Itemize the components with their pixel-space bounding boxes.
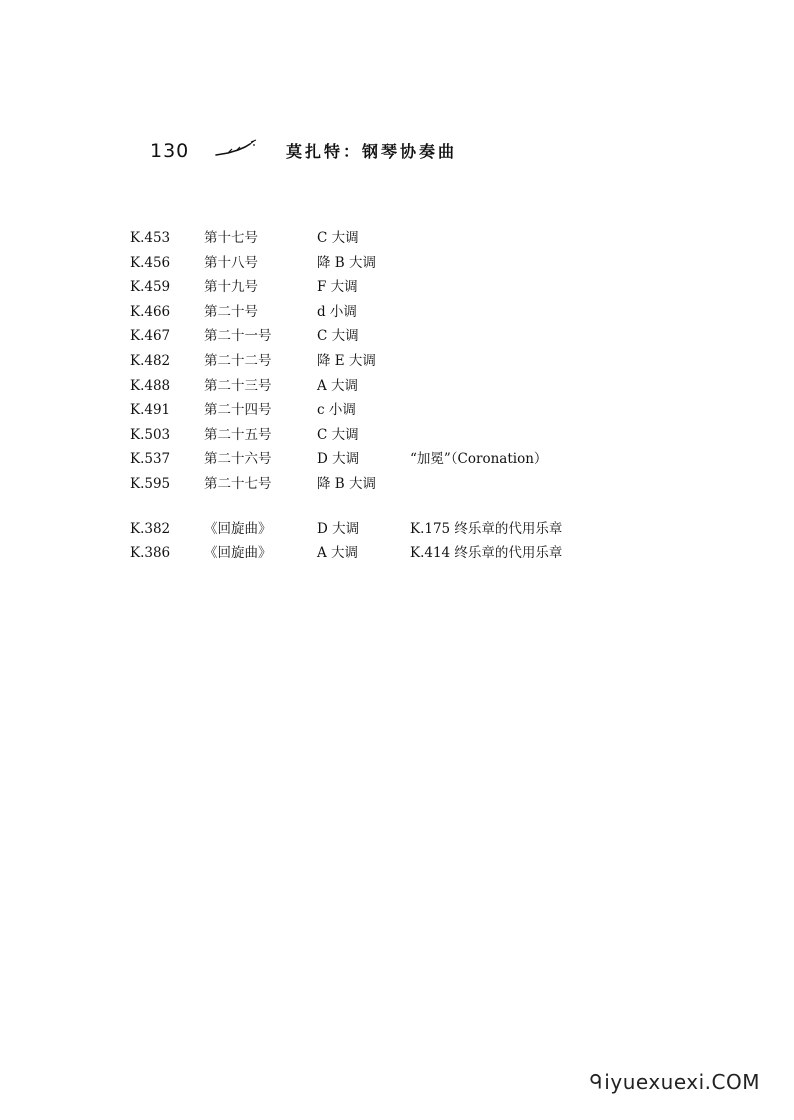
list-item	[130, 275, 650, 300]
work-note: “加冕”（Coronation）	[410, 451, 548, 468]
work-title: 第二十三号	[204, 377, 272, 394]
work-key: F 大调	[317, 279, 358, 296]
work-title: 第十八号	[204, 254, 258, 271]
watermark-text: iyuexuexi.COM	[604, 1070, 760, 1094]
work-title: 第十九号	[204, 279, 258, 296]
work-title: 第十七号	[204, 230, 258, 246]
work-key: 降 B 大调	[317, 475, 377, 492]
decorative-flourish-icon	[214, 136, 258, 160]
k-number: K.537	[130, 451, 171, 468]
list-item	[130, 300, 650, 325]
list-item	[130, 324, 650, 349]
q-letter-logo-icon	[590, 1073, 602, 1089]
k-number: K.488	[130, 377, 171, 394]
work-key: D 大调	[317, 520, 360, 537]
group-spacer	[130, 497, 650, 517]
k-number: K.456	[130, 254, 171, 271]
work-title: 第二十一号	[204, 328, 272, 345]
list-item	[130, 226, 650, 251]
k-number: K.467	[130, 328, 171, 345]
list-item	[130, 517, 650, 542]
k-number: K.466	[130, 303, 171, 320]
k-number: K.453	[130, 230, 171, 246]
work-title: 第二十七号	[204, 475, 272, 492]
k-number: K.491	[130, 402, 171, 419]
work-key: 降 E 大调	[317, 352, 376, 369]
list-item	[130, 423, 650, 448]
list-item	[130, 447, 650, 472]
work-title: 《回旋曲》	[204, 520, 272, 537]
work-key: C 大调	[317, 426, 359, 443]
work-key: D 大调	[317, 451, 360, 468]
k-number: K.595	[130, 475, 171, 492]
work-title: 第二十二号	[204, 352, 272, 369]
work-key: C 大调	[317, 230, 359, 246]
work-key: C 大调	[317, 328, 359, 345]
work-key: d 小调	[317, 303, 357, 320]
list-item	[130, 349, 650, 374]
k-number: K.482	[130, 352, 171, 369]
list-item	[130, 251, 650, 276]
list-item	[130, 374, 650, 399]
page-number: 130	[150, 140, 190, 162]
k-number: K.459	[130, 279, 171, 296]
work-key: A 大调	[317, 377, 359, 394]
page-header	[150, 136, 670, 166]
k-number: K.382	[130, 520, 171, 537]
work-title: 《回旋曲》	[204, 545, 272, 562]
work-title: 第二十六号	[204, 451, 272, 468]
work-title: 第二十五号	[204, 426, 272, 443]
work-note: K.414 终乐章的代用乐章	[410, 545, 563, 562]
k-number: K.386	[130, 545, 171, 562]
work-key: 降 B 大调	[317, 254, 377, 271]
work-key: A 大调	[317, 545, 359, 562]
site-watermark	[590, 1070, 760, 1094]
concerto-list	[130, 226, 650, 566]
k-number: K.503	[130, 426, 171, 443]
work-title: 第二十四号	[204, 402, 272, 419]
running-title: 莫扎特：钢琴协奏曲	[286, 142, 458, 161]
work-title: 第二十号	[204, 303, 258, 320]
work-note: K.175 终乐章的代用乐章	[410, 520, 563, 537]
list-item	[130, 398, 650, 423]
list-item	[130, 472, 650, 497]
work-key: c 小调	[317, 402, 356, 419]
list-item	[130, 541, 650, 566]
